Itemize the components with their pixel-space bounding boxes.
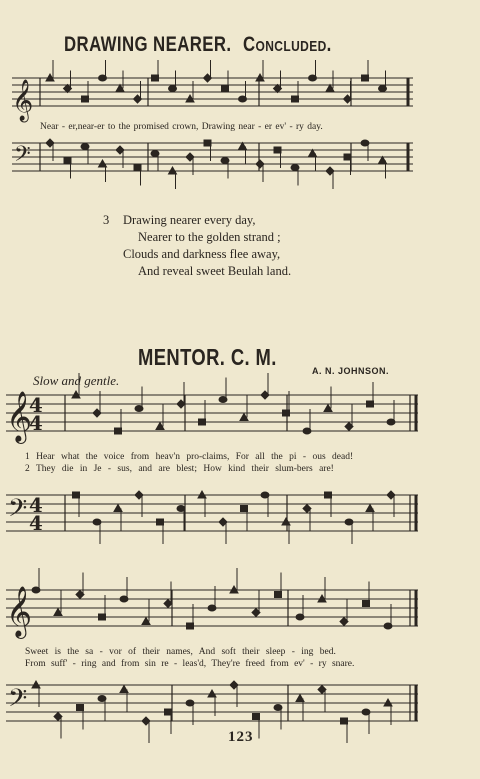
- note-head: [115, 428, 122, 434]
- song1-lyric: Near - er,near-er to the promised crown, Drawing near - er ev' - ry day.: [40, 122, 323, 132]
- note-head: [325, 492, 332, 498]
- verse2-lyric-cont: From suff' - ring and from sin re - leas'd, They're freed from ev' - ry snare.: [25, 659, 355, 669]
- note-head: [187, 623, 194, 629]
- verse-number: 3: [103, 213, 110, 227]
- note-head: [363, 601, 370, 607]
- note-head: [362, 75, 369, 81]
- clef-symbol: 𝄢: [8, 494, 28, 529]
- note-head: [157, 519, 164, 525]
- verse-line: Clouds and darkness flee away,: [123, 247, 281, 261]
- note-head: [241, 506, 248, 512]
- verse-line: Drawing nearer every day,: [123, 213, 256, 227]
- verse2-lyric: 2 They die in Je - sus, and are blest; How kind their slum-bers are!: [25, 464, 334, 474]
- note-head: [274, 147, 281, 153]
- tempo-marking: Slow and gentle.: [33, 373, 120, 388]
- note-head: [283, 410, 290, 416]
- song-title-main: DRAWING NEARER.: [64, 33, 232, 56]
- clef-symbol: 𝄞: [6, 586, 33, 637]
- verse1-lyric-cont: Sweet is the sa - vor of their names, And soft their sleep - ing bed.: [25, 647, 336, 657]
- song-title-suffix: Concluded.: [242, 33, 332, 56]
- clef-symbol: 𝄢: [14, 142, 31, 172]
- note-head: [165, 709, 172, 715]
- composer: A. N. JOHNSON.: [312, 366, 390, 376]
- note-head: [134, 165, 141, 171]
- note-head: [275, 592, 282, 598]
- note-head: [253, 714, 260, 720]
- note-head: [341, 718, 348, 724]
- note-head: [204, 140, 211, 146]
- verse-line: Nearer to the golden strand ;: [138, 230, 281, 244]
- note-head: [222, 86, 229, 92]
- clefs: [6, 79, 43, 719]
- note-head: [199, 419, 206, 425]
- time-signature: 4: [29, 411, 43, 435]
- page-number: 123: [228, 729, 254, 745]
- clef-symbol: 𝄞: [12, 80, 34, 121]
- verse-line: And reveal sweet Beulah land.: [138, 264, 292, 278]
- notes: [32, 60, 395, 743]
- song2-title: MENTOR. C. M.: [138, 344, 277, 370]
- verse1-lyric: 1 Hear what the voice from heav'n pro-claims, For all the pi - ous dead!: [25, 452, 354, 462]
- note-head: [344, 154, 351, 160]
- note-head: [73, 492, 80, 498]
- time-signature: 4: [29, 493, 43, 517]
- note-head: [64, 158, 71, 164]
- time-signature: 4: [29, 511, 43, 535]
- staff-lines: [6, 78, 418, 721]
- clef-symbol: 𝄞: [6, 391, 33, 442]
- note-head: [99, 614, 106, 620]
- note-head: [152, 75, 159, 81]
- note-head: [82, 96, 89, 102]
- note-head: [77, 705, 84, 711]
- time-signature: 4: [29, 393, 43, 417]
- clef-symbol: 𝄢: [8, 684, 28, 719]
- note-head: [367, 401, 374, 407]
- note-head: [292, 96, 299, 102]
